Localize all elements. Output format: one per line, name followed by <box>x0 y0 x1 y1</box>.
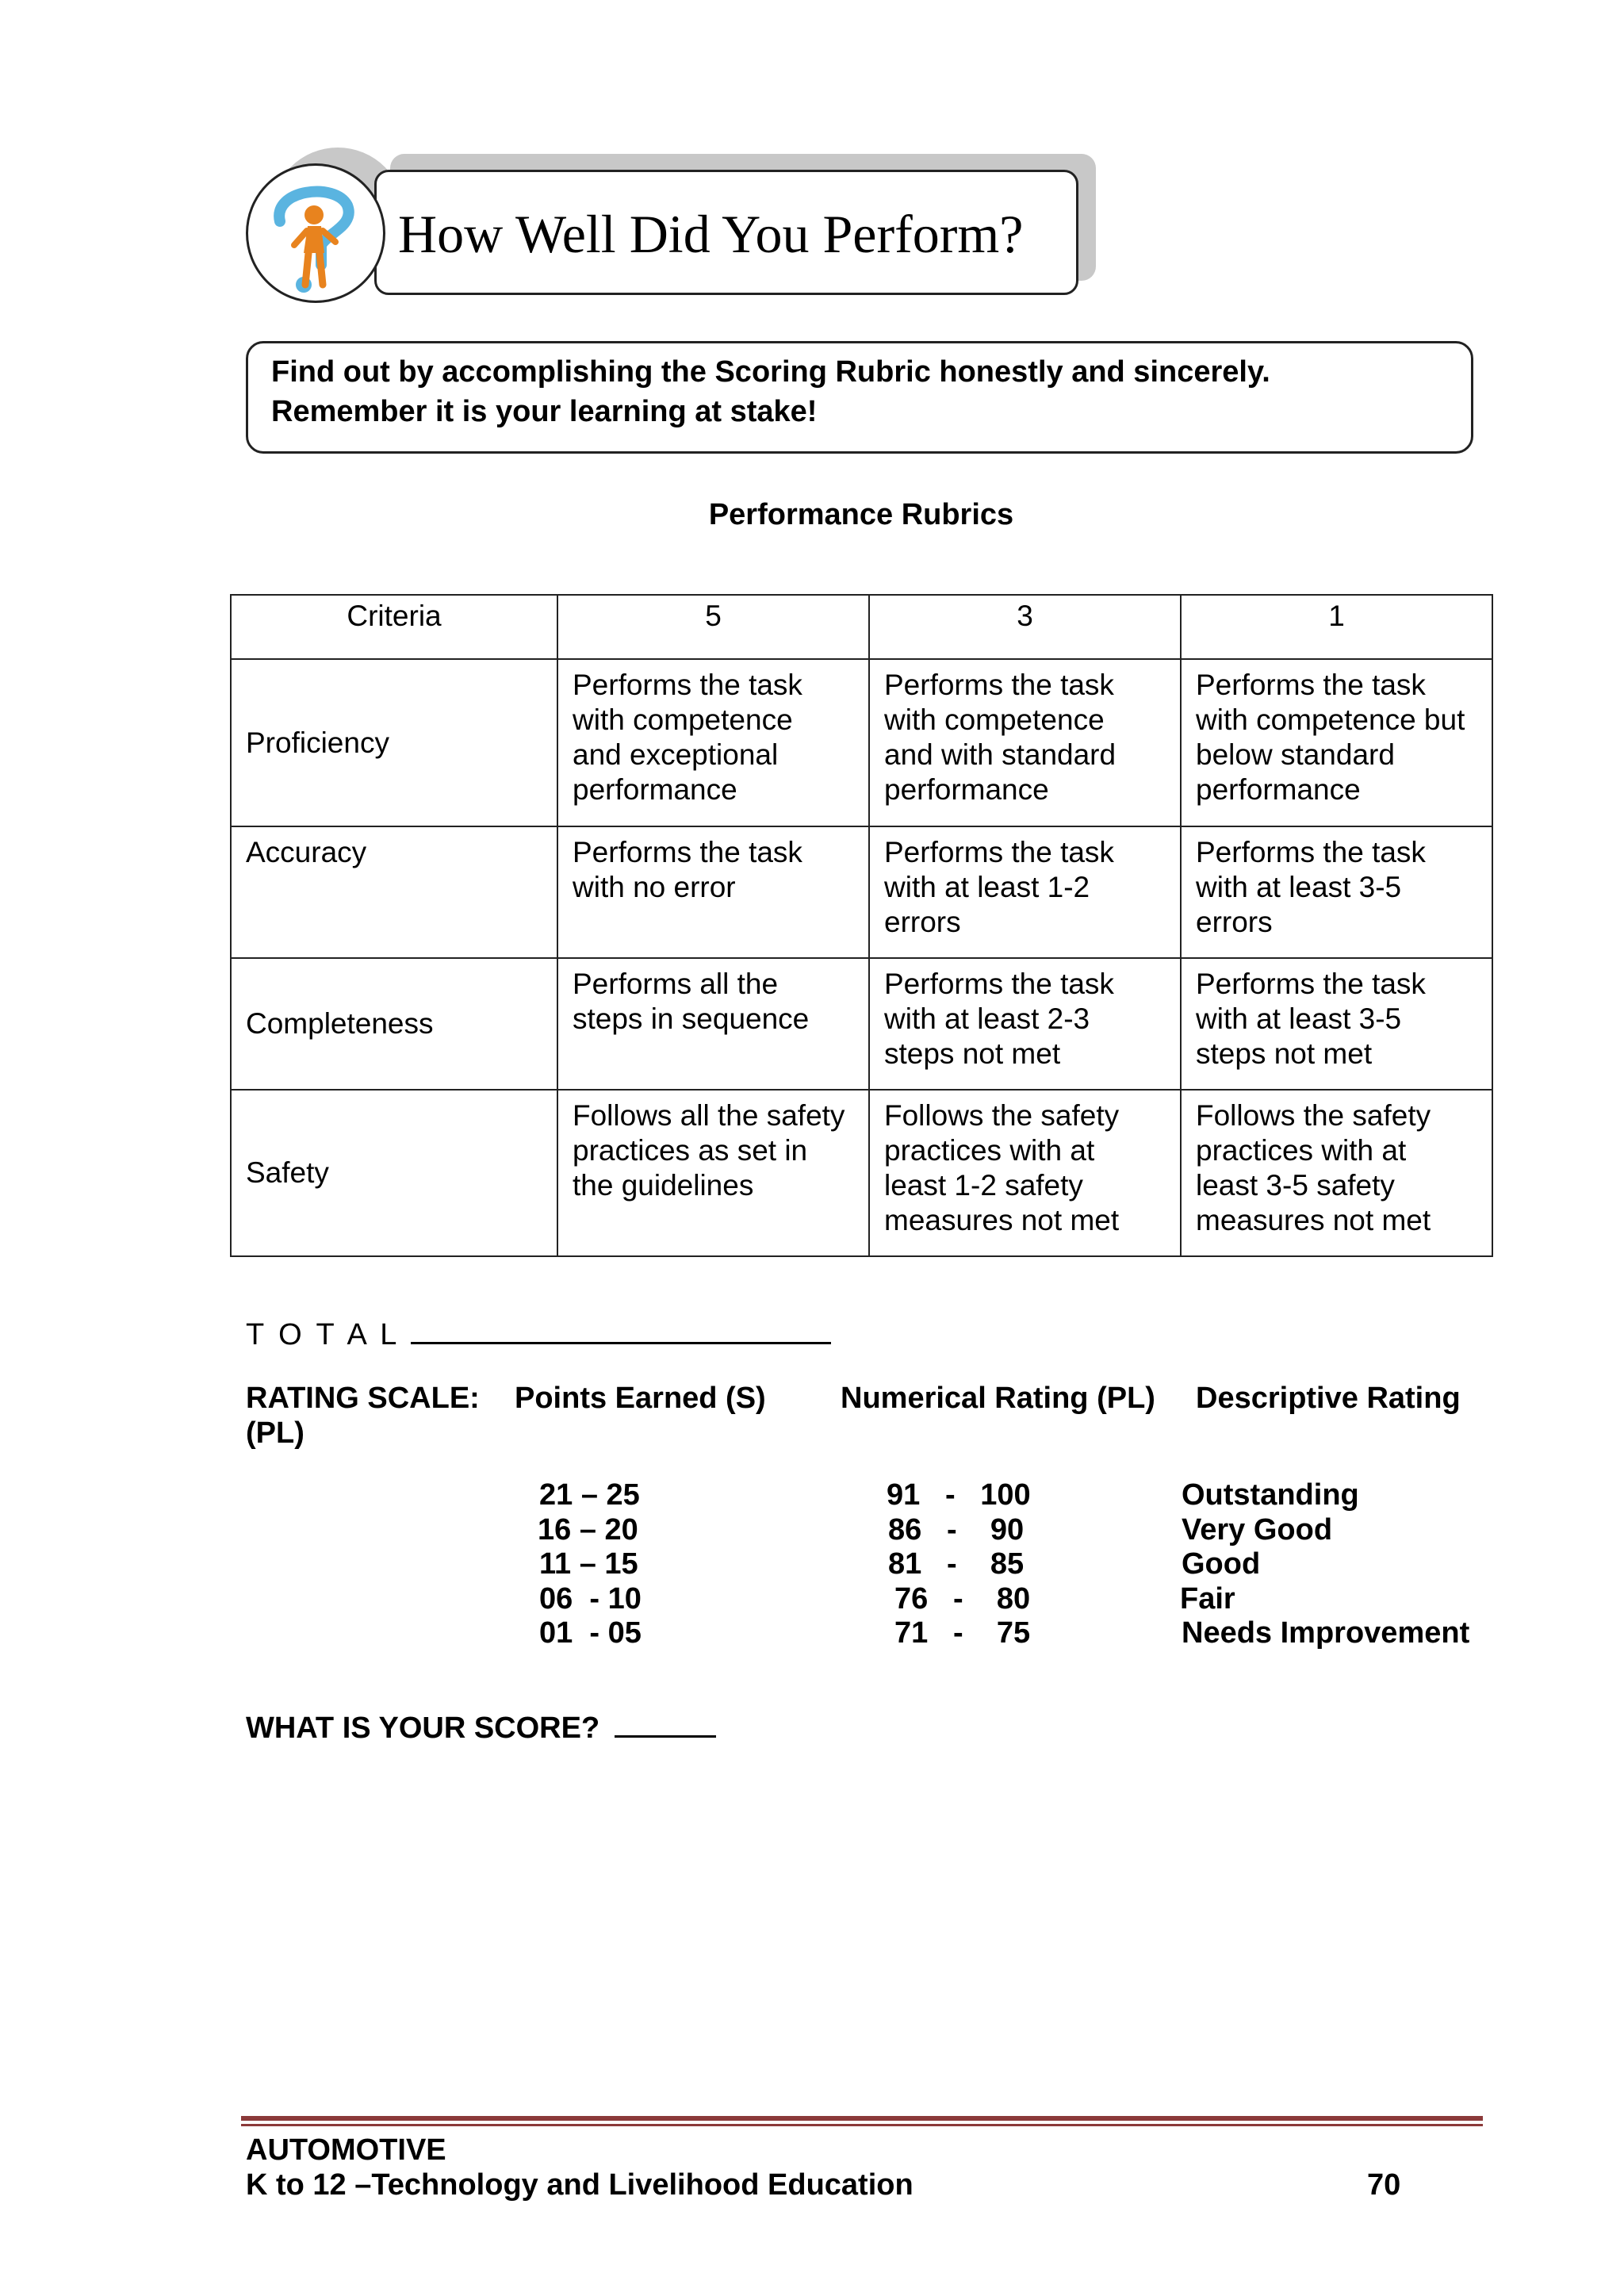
header-score-3: 3 <box>869 595 1181 659</box>
rubric-cell: Follows all the safety practices as set in the guidelines <box>557 1090 869 1256</box>
scale-numerical: 86 - 90 <box>888 1513 1025 1547</box>
table-row <box>231 826 1492 958</box>
rubric-cell: Follows the safety practices with at least 3-5 safety measures not met <box>1181 1090 1492 1256</box>
header-criteria: Criteria <box>231 595 557 659</box>
rating-scale-label: RATING SCALE: <box>246 1382 480 1415</box>
scale-descriptive: Very Good <box>1182 1513 1333 1547</box>
criteria-cell: Safety <box>231 1090 557 1256</box>
table-row <box>231 659 1492 826</box>
col-numerical-header: Numerical Rating (PL) <box>841 1382 1155 1415</box>
rubric-cell: Performs the task with competence and with standard performance <box>869 659 1181 826</box>
col-descriptive-header: Descriptive Rating <box>1196 1382 1461 1415</box>
col-points-header: Points Earned (S) <box>515 1382 766 1415</box>
scale-numerical: 71 - 75 <box>894 1616 1031 1650</box>
table-row <box>231 1090 1492 1256</box>
total-label: T O T A L <box>246 1318 400 1351</box>
icon-badge <box>246 163 385 303</box>
scale-numerical: 81 - 85 <box>888 1547 1025 1581</box>
score-prompt-label: WHAT IS YOUR SCORE? <box>246 1711 600 1745</box>
header-score-1: 1 <box>1181 595 1492 659</box>
footer-rule <box>241 2116 1483 2121</box>
rubric-cell: Performs the task with at least 3-5 steps not met <box>1181 958 1492 1090</box>
scale-points: 21 – 25 <box>539 1478 640 1512</box>
rubric-cell: Performs the task with at least 3-5 errors <box>1181 826 1492 958</box>
table-header-row <box>231 595 1492 659</box>
scale-descriptive: Good <box>1182 1547 1261 1581</box>
rating-scale-label-cont: (PL) <box>246 1416 304 1450</box>
total-blank <box>411 1342 831 1344</box>
rubric-cell: Performs the task with at least 2-3 steps not met <box>869 958 1181 1090</box>
rubric-cell: Follows the safety practices with at least 1-2 safety measures not met <box>869 1090 1181 1256</box>
rubric-cell: Performs all the steps in sequence <box>557 958 869 1090</box>
rubric-cell: Performs the task with competence but below standard performance <box>1181 659 1492 826</box>
rubric-cell: Performs the task with at least 1-2 errors <box>869 826 1181 958</box>
criteria-cell: Completeness <box>231 958 557 1090</box>
rubric-table <box>230 594 1493 1257</box>
scale-numerical: 76 - 80 <box>894 1582 1031 1616</box>
rubric-cell: Performs the task with no error <box>557 826 869 958</box>
instruction-line-1: Find out by accomplishing the Scoring Rubric honestly and sincerely. <box>271 355 1270 389</box>
footer-rule-thin <box>241 2124 1483 2126</box>
rubric-title: Performance Rubrics <box>708 498 1014 531</box>
scale-points: 01 - 05 <box>539 1616 642 1650</box>
scale-descriptive: Needs Improvement <box>1182 1616 1470 1650</box>
scale-numerical: 91 - 100 <box>887 1478 1031 1512</box>
scale-descriptive: Outstanding <box>1182 1478 1359 1512</box>
page-number: 70 <box>1367 2168 1401 2202</box>
footer-subject: AUTOMOTIVE <box>246 2133 446 2167</box>
question-mark-figure-icon <box>248 166 383 301</box>
header-score-5: 5 <box>557 595 869 659</box>
total-line <box>246 1318 831 1352</box>
scale-descriptive: Fair <box>1180 1582 1235 1616</box>
instruction-line-2: Remember it is your learning at stake! <box>271 395 818 428</box>
scale-points: 06 - 10 <box>539 1582 642 1616</box>
scale-points: 16 – 20 <box>538 1513 638 1547</box>
page-title: How Well Did You Perform? <box>398 204 1024 264</box>
rubric-cell: Performs the task with competence and exceptional performance <box>557 659 869 826</box>
table-row <box>231 958 1492 1090</box>
criteria-cell: Accuracy <box>231 826 557 958</box>
footer-course: K to 12 –Technology and Livelihood Education <box>246 2168 914 2202</box>
scale-points: 11 – 15 <box>539 1547 638 1581</box>
score-prompt <box>246 1711 716 1746</box>
score-blank <box>615 1735 716 1738</box>
criteria-cell: Proficiency <box>231 659 557 826</box>
